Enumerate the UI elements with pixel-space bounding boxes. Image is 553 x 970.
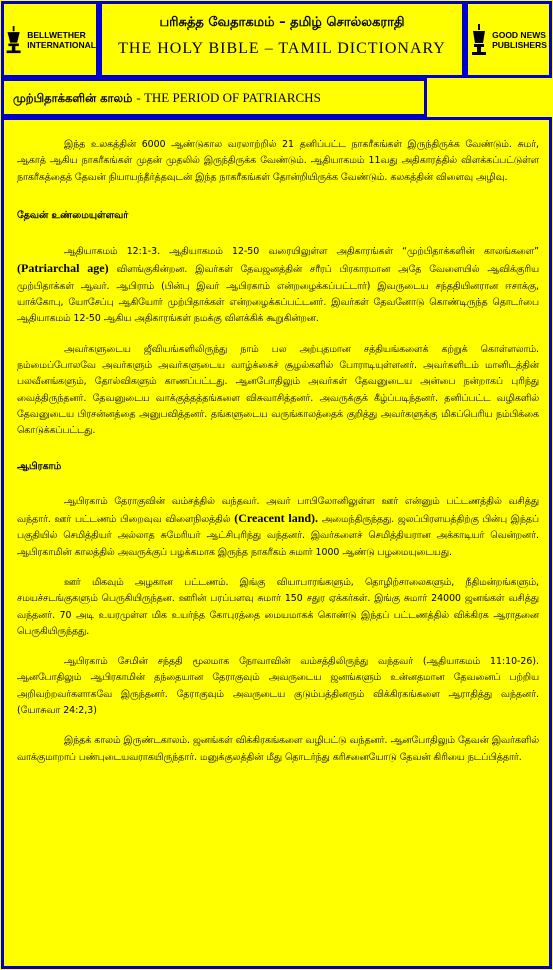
lamp-icon bbox=[470, 23, 488, 57]
emphasis-crescent-land: (Creacent land). bbox=[234, 511, 319, 526]
paragraph-lessons: அவர்களுடைய ஜீவியங்களிலிருந்து நாம் பல அற்புதமான சத்தியங்களைக் கற்றுக் கொள்ளலாம். நம்மைப்போலவே அவர்களும் அவர்களுடைய வாழ்க்கைச் சூழல்களில் போராடியுள்ளனர். அவர்களிடம் மானிடத்தின் பலவீனங்களும், தோல்விகளும் காணப்பட்டது. ஆனபோதிலும் அவர்கள் தேவனுடைய அன்பை நன்றாகப் புரிந்து வைத்திருந்தனர். தேவனுடைய வாக்குத்தத்தங்களை விசுவாசித்தனர். அவருக்குக் கீழ்ப்படிந்தனர். தனிப்பட்ட வழிகளில் தேவனுடைய பிரசன்னத்தை அனுபவித்தனர். தங்களுடைய வருங்காலத்தைக் குறித்து அவர்களுக்கு மிகப்பெரிய நம்பிக்கை கொடுக்கப்பட்டது. bbox=[17, 343, 539, 437]
heading-abraham: ஆபிரகாம் bbox=[17, 461, 62, 473]
section-title-english: - THE PERIOD OF PATRIARCHS bbox=[136, 90, 321, 105]
paragraph-ur-city: ஊர் மிகவும் அழகான பட்டணம். இங்கு வியாபாரங்களும், தொழிற்சாலைகளும், நீதிமன்றங்களும், சமயச்சடங்குகளும் பெருகியிருந்தன. ஊரின் பரப்பளவு சுமார் 150 சதுர ஏக்கர்கள். இங்கு சுமார் 24000 ஜனங்கள் வசித்து வந்தனர். 70 அடி உயரமுள்ள மிக உயர்ந்த கோபுரத்தை மையமாகக் கொண்டு இந்தப் பட்டணத்தில் விக்கிரக ஆராதனை பெருகியிருந்தது. bbox=[17, 576, 539, 637]
bellwether-logo-box bbox=[1, 1, 99, 78]
left-logo-line1: BELLWETHER bbox=[27, 29, 86, 40]
title-box bbox=[99, 1, 465, 78]
paragraph-text: ஆபிரகாம் தேராகுவின் வம்சத்தில் வந்தவர். அவர் பாபிலோனிலுள்ள ஊர் என்னும் பட்டணத்தில் வசித்து வந்தார். ஊர் பட்டணம் பிறைவுவ விளைநிலத்தில் bbox=[17, 495, 539, 526]
paragraph-patriarchal-age bbox=[17, 244, 539, 327]
paragraph-text: விளங்குகின்றன. இவர்கள் தேவஜனத்தின் சரீரப் பிரகாரமான அதே வேளையில் ஆவிக்குரிய முற்பிதாக்கள் ஆவர். ஆபிராம் (பின்பு இவர் ஆபிரகாம் என்றழைக்கப்பட்டார்) இவருடைய சந்ததியினரான ஈசாக்கு, யாக்கோபு, யோசேப்பு ஆகியோர் முற்பிதாக்கள் என்றழைக்கப்பட்டனர். இவர்கள் தேவனோடு கொண்டிருந்த தொடர்பை ஆதியாகமம் 12-50 ஆகிய அதிகாரங்கள் நமக்கு விளக்கிக் கூறுகின்றன. bbox=[17, 264, 540, 325]
heading-god-is-faithful: தேவன் உண்மையுள்ளவர் bbox=[17, 209, 129, 221]
paragraph-text: அமைந்திருந்தது. ஜலப்பிரளயத்திற்கு பின்பு இந்தப் பகுதியில் செமித்தியர் அல்லாத சுமேரியர் ஆட்சிபுரிந்து வந்தனர். இவர்களைச் செமித்தியரான அக்காடியர் வென்றனர். ஆபிரகாமின் காலத்தில் அவருக்குப் பழக்கமாக இருந்த நாகரீகம் சுமார் 1000 ஆண்டு பழமையுடையது. bbox=[17, 514, 539, 558]
section-title-box bbox=[1, 78, 427, 117]
title-tamil: பரிசுத்த வேதாகமம் – தமிழ் சொல்லகராதி bbox=[159, 15, 405, 30]
paragraph-ur bbox=[17, 494, 539, 561]
left-logo-line2: INTERNATIONAL bbox=[27, 39, 96, 50]
paragraph-dark-age: இந்தக் காலம் இருண்டகாலம். ஜனங்கள் விக்கிரகங்களை வழிபட்டு வந்தனர். ஆனபோதிலும் தேவன் இவர்களில் வாக்குமாறாப் பண்புடையவராகயிருந்தார். மனுக்குலத்தின் மீது தொடர்ந்து கரிசனையோடு தேவன் கிரியை நடப்பித்தார். bbox=[17, 735, 539, 763]
right-logo-line1: GOOD NEWS bbox=[492, 29, 546, 40]
emphasis-patriarchal-age: (Patriarchal age) bbox=[17, 261, 109, 276]
lamp-icon bbox=[4, 23, 23, 57]
section-title-tamil: முற்பிதாக்களின் காலம் bbox=[13, 91, 133, 105]
good-news-logo-box bbox=[465, 1, 552, 78]
article-body bbox=[4, 120, 549, 766]
title-english: THE HOLY BIBLE – TAMIL DICTIONARY bbox=[118, 40, 446, 57]
paragraph-text: ஆதியாகமம் 12:1-3. ஆதியாகமம் 12-50 வரையிலுள்ள அதிகாரங்கள் “முற்பிதாக்களின் காலங்களை” bbox=[64, 246, 539, 258]
paragraph-lineage: ஆபிரகாம் சேமின் சந்ததி மூலமாக நோவாவின் வம்சத்திலிருந்து வந்தவர் (ஆதியாகமம் 11:10-26). ஆனபோதிலும் ஆபிரகாமின் தந்தையான தேராகுவும் அவருடைய ஜனங்களும் உன்னதமான தேவனைப் பற்றிய அறிவற்றவர்களாகவே இருந்தனர். தேராகுவும் அவருடைய குடும்பத்தினரும் விக்கிரகங்களை ஆராதித்து வந்தனர். (யோசுவா 24:2,3) bbox=[17, 656, 539, 717]
content-box bbox=[1, 117, 552, 969]
section-title bbox=[4, 81, 424, 107]
paragraph-intro: இந்த உலகத்தின் 6000 ஆண்டுகால வரலாற்றில் 21 தனிப்பட்ட நாகரீகங்கள் இருந்திருக்க வேண்டும். சுமர், ஆகாத் ஆகிய நாகரீகங்கள் முதன் முதலில் இருந்திருக்க வேண்டும். ஆதியாகமம் 11வது அதிகாரத்தில் விளக்கப்பட்டுள்ள நாகரீகத்தைத் தேவன் நியாயந்தீர்த்தவுடன் இந்த நாகரீகங்கள் தோன்றியிருக்க வேண்டும். கலகத்தின் விளைவு அழிவு. bbox=[17, 139, 539, 183]
right-logo-line2: PUBLISHERS bbox=[492, 39, 547, 50]
